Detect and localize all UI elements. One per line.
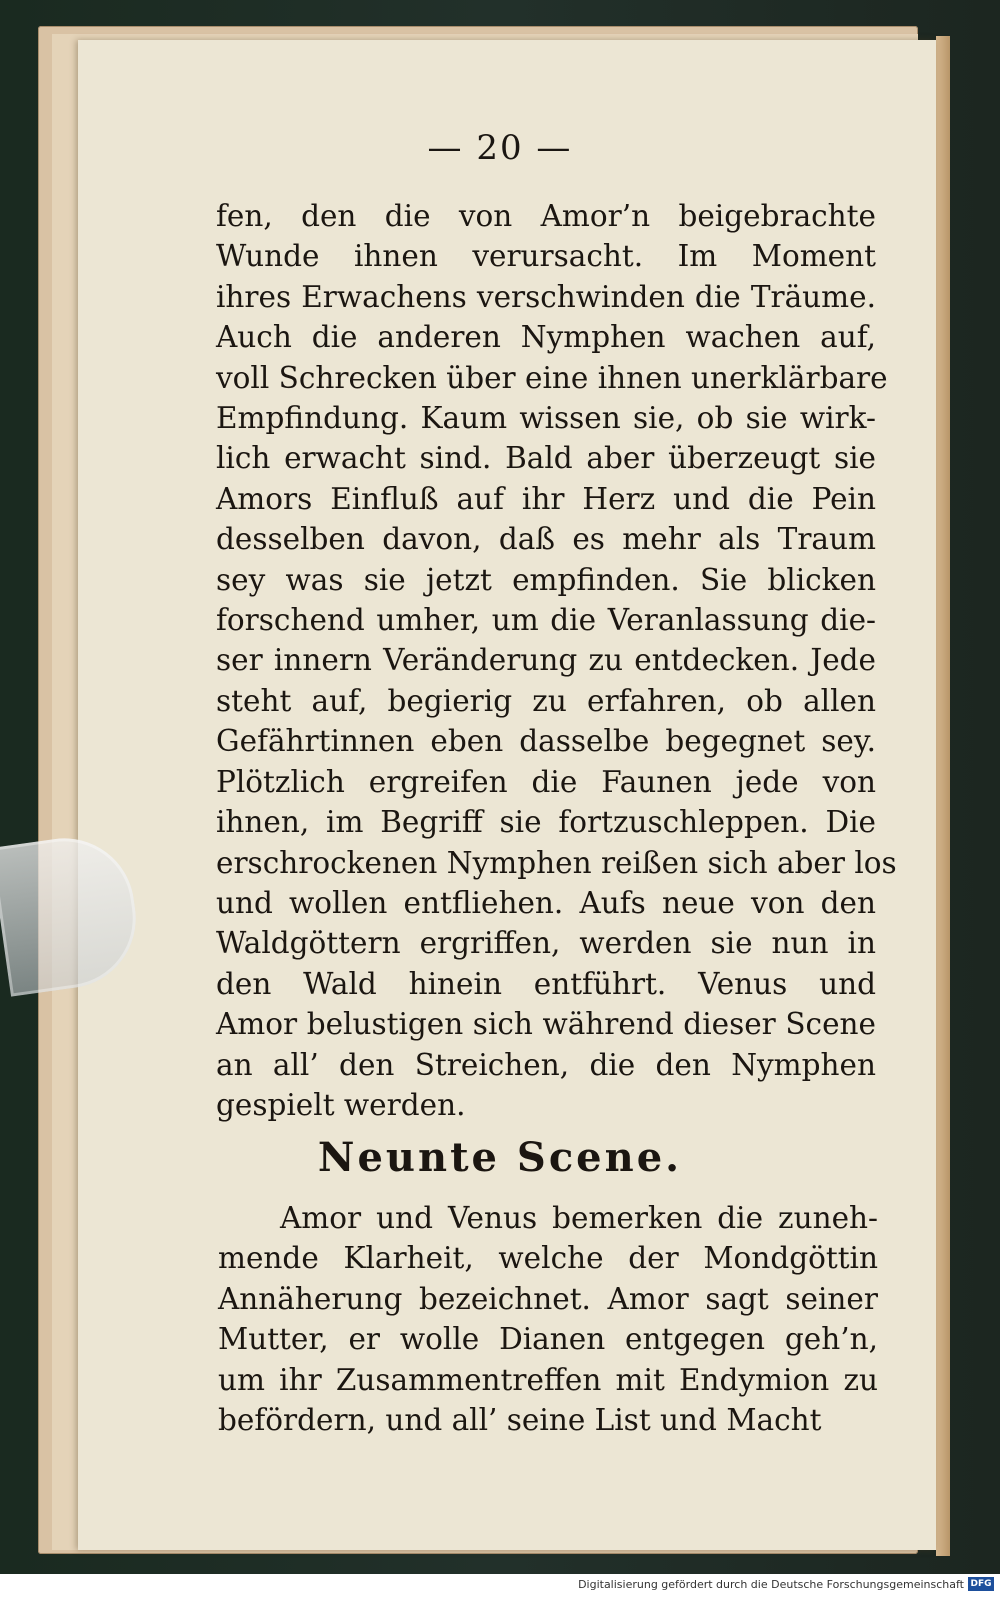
text-line: mende Klarheit, welche der Mondgöttin: [218, 1241, 878, 1276]
text-line: Mutter, er wolle Dianen entgegen geh’n,: [218, 1322, 878, 1357]
footer-credit: Digitalisierung gefördert durch die Deutsche Forschungsgemeinschaft: [578, 1578, 964, 1591]
text-line: und wollen entfliehen. Aufs neue von den: [216, 885, 876, 920]
text-line: fen, den die von Amor’n beigebrachte: [216, 199, 876, 233]
paragraph-scene: [218, 1198, 878, 1440]
text-line: befördern, und all’ seine List und Macht: [218, 1403, 822, 1438]
scene-heading: Neunte Scene.: [317, 1134, 683, 1181]
dfg-logo: DFG: [968, 1577, 994, 1591]
text-line: ihnen, im Begriff sie fortzuschleppen. Die: [216, 805, 876, 840]
text-line: Waldgöttern ergriffen, werden sie nun in: [216, 926, 876, 961]
text-line: ser innern Veränderung zu entdecken. Jede: [216, 643, 876, 678]
text-line: sey was sie jetzt empfinden. Sie blicken: [216, 562, 876, 597]
text-line: forschend umher, um die Veranlassung die-: [216, 603, 876, 638]
text-line: Empfindung. Kaum wissen sie, ob sie wirk-: [216, 401, 876, 436]
text-line: steht auf, begierig zu erfahren, ob allen: [216, 683, 876, 718]
text-line: lich erwacht sind. Bald aber überzeugt sie: [216, 441, 876, 476]
text-line: Amor belustigen sich während dieser Scene: [216, 1007, 876, 1042]
text-line: um ihr Zusammentreffen mit Endymion zu: [218, 1362, 878, 1397]
text-line: Annäherung bezeichnet. Amor sagt seiner: [218, 1281, 878, 1316]
text-line: Auch die anderen Nymphen wachen auf,: [216, 320, 876, 355]
text-line: Gefährtinnen eben dasselbe begegnet sey.: [216, 724, 876, 759]
text-line: desselben davon, daß es mehr als Traum: [216, 522, 876, 557]
text-line: Amor und Venus bemerken die zuneh-: [280, 1201, 878, 1235]
text-line: ihres Erwachens verschwinden die Träume.: [216, 279, 876, 314]
text-line: den Wald hinein entführt. Venus und: [216, 966, 876, 1001]
paragraph-main: [216, 196, 897, 1125]
text-line: voll Schrecken über eine ihnen unerklärbare: [216, 360, 888, 395]
book-spine-edge: [936, 36, 950, 1556]
text-line: Amors Einfluß auf ihr Herz und die Pein: [216, 481, 876, 516]
page-number: — 20 —: [427, 128, 573, 168]
text-line: Wunde ihnen verursacht. Im Moment: [216, 239, 876, 274]
text-line: Plötzlich ergreifen die Faunen jede von: [216, 764, 876, 799]
text-line: an all’ den Streichen, die den Nymphen: [216, 1047, 876, 1082]
text-line: gespielt werden.: [216, 1087, 466, 1122]
text-line: erschrockenen Nymphen reißen sich aber los: [216, 845, 897, 880]
